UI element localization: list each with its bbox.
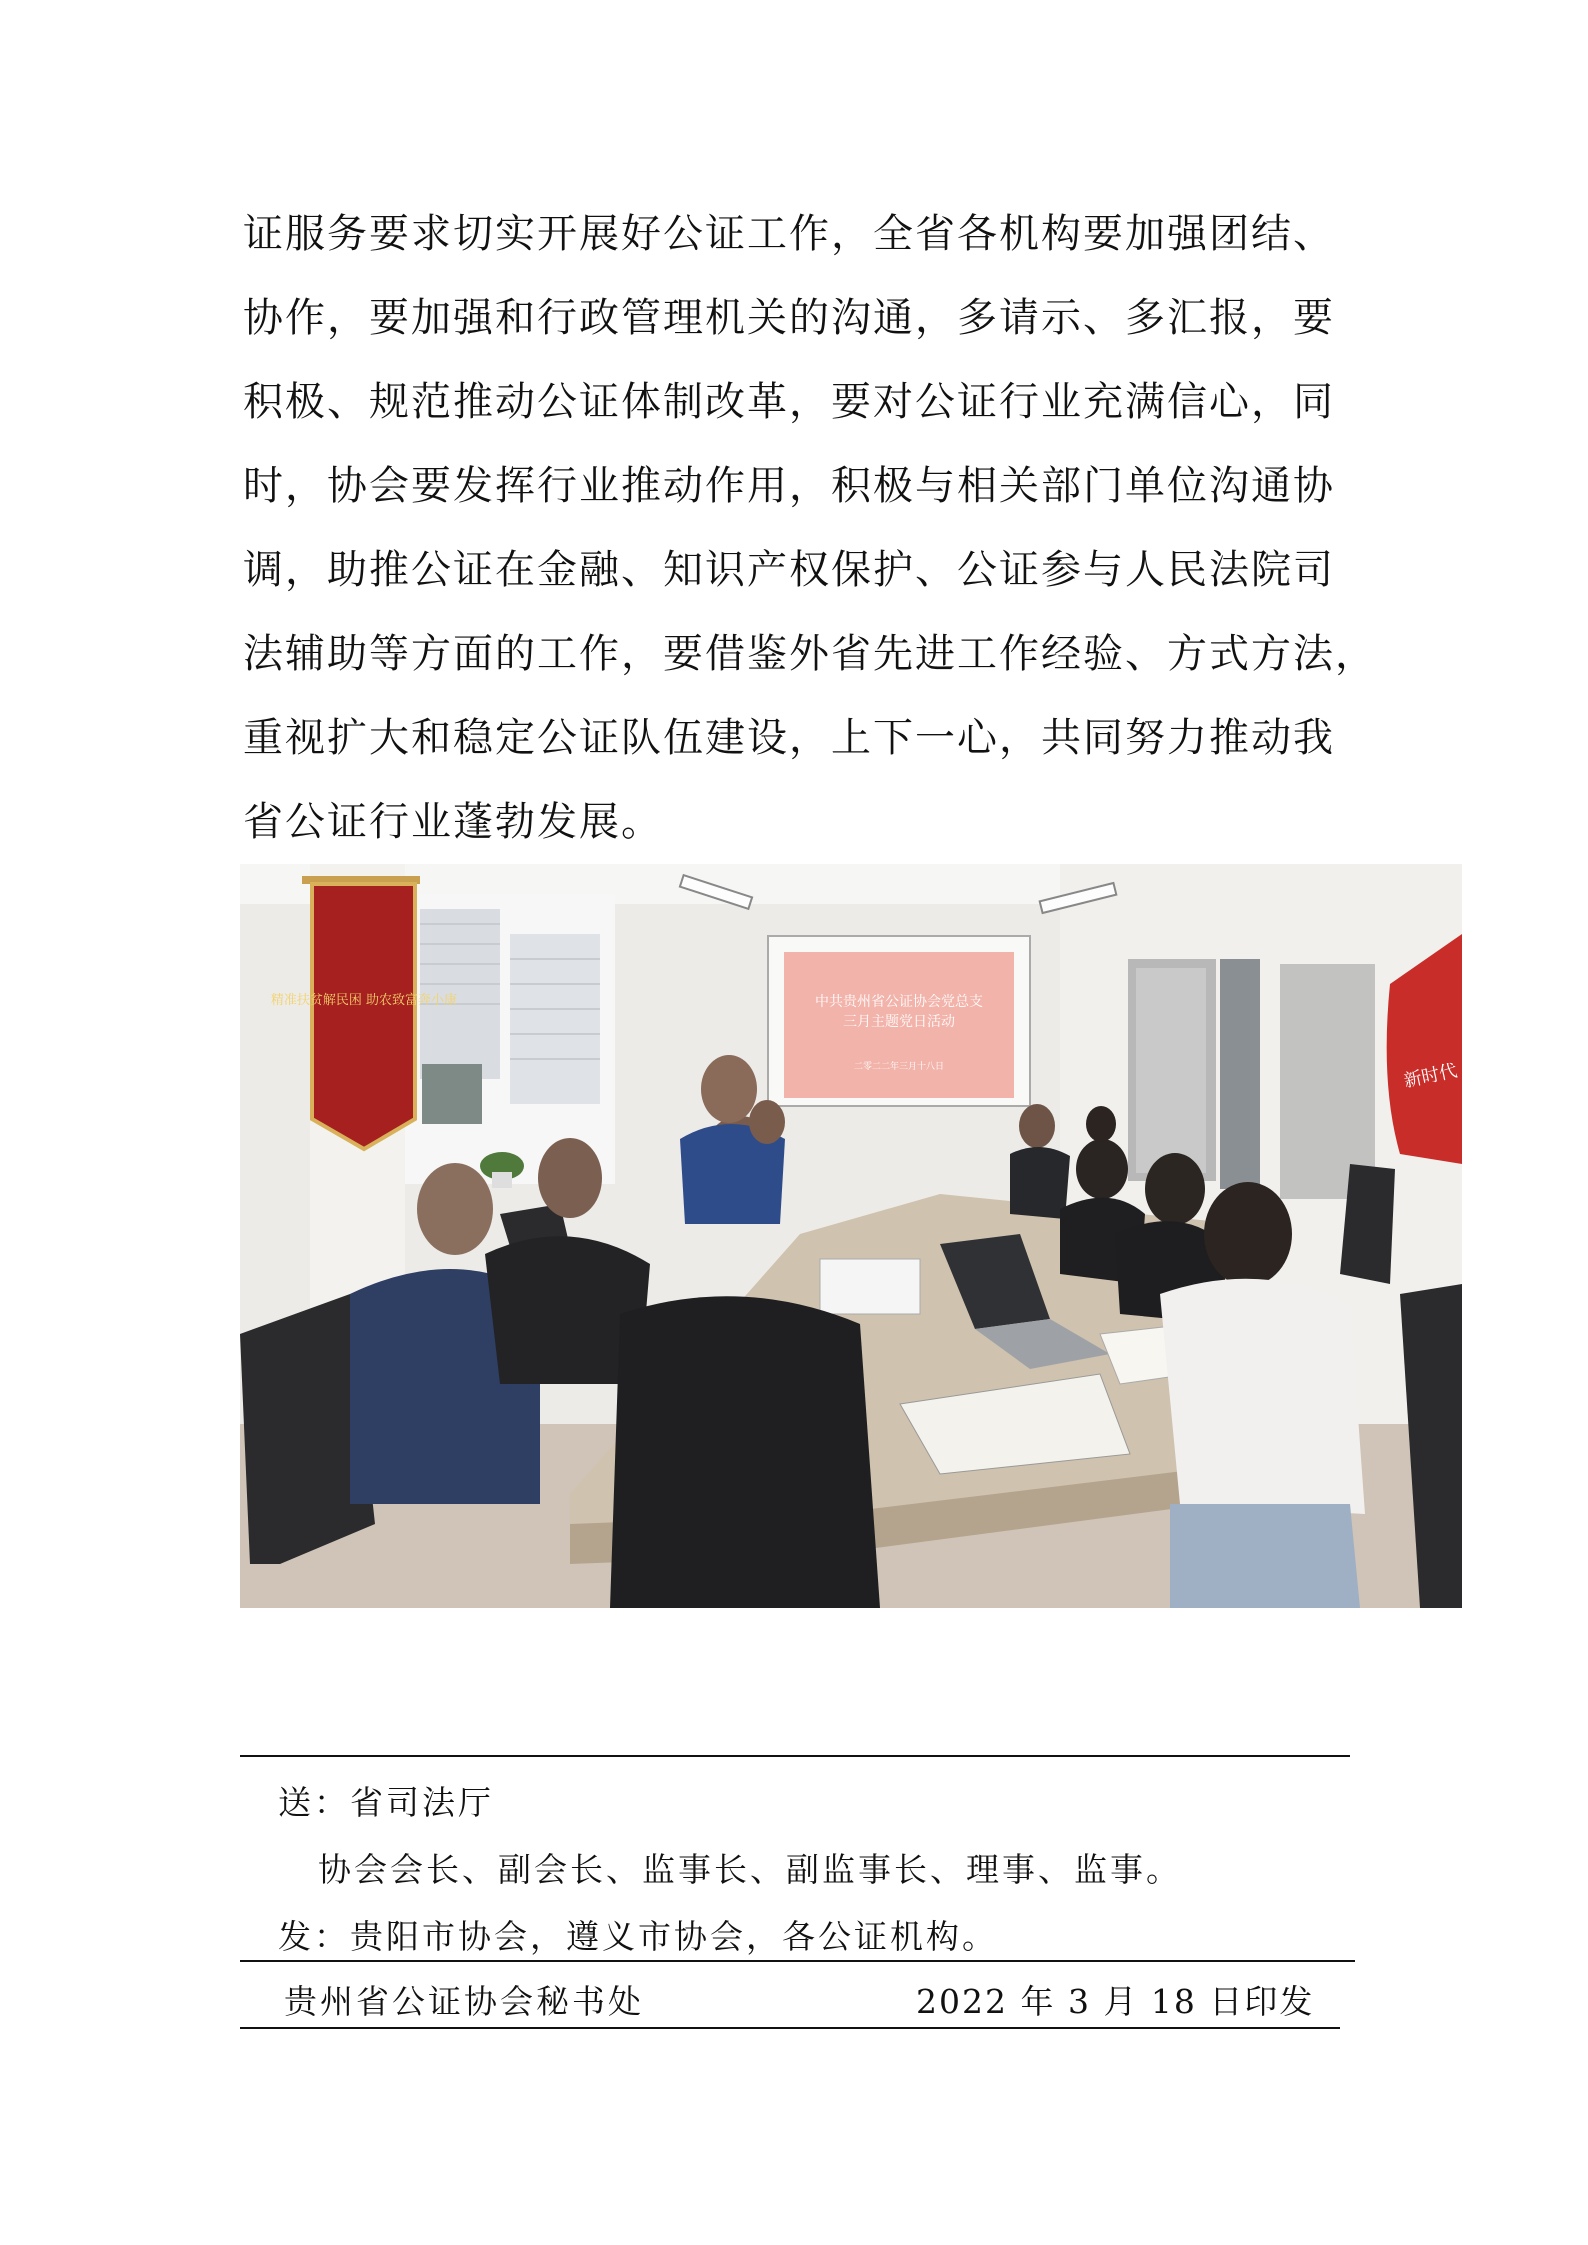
body-line: 积极、规范推动公证体制改革，要对公证行业充满信心，同 (243, 379, 1335, 425)
footer-bottom-rule (240, 2027, 1340, 2029)
screen-title-line2: 三月主题党日活动 (843, 1014, 955, 1030)
distribute-line: 发：贵阳市协会，遵义市协会，各公证机构。 (278, 1917, 998, 1956)
body-line: 法辅助等方面的工作，要借鉴外省先进工作经验、方式方法， (243, 631, 1377, 677)
send-to-line: 送：省司法厅 (278, 1783, 494, 1822)
body-line: 证服务要求切实开展好公证工作，全省各机构要加强团结、 (243, 211, 1335, 257)
issuer-line: 贵州省公证协会秘书处 (284, 1982, 644, 2021)
banner-text: 精准扶贫解民困 助农致富奔小康 (270, 993, 458, 1008)
screen-date: 二零二二年三月十八日 (853, 1062, 945, 1072)
body-paragraph (243, 192, 1377, 864)
footer-top-rule (240, 1755, 1350, 1757)
body-line: 省公证行业蓬勃发展。 (243, 799, 663, 845)
body-line: 重视扩大和稳定公证队伍建设，上下一心，共同努力推动我 (243, 715, 1335, 761)
cc-line: 协会会长、副会长、监事长、副监事长、理事、监事。 (318, 1850, 1182, 1889)
footer-middle-rule (240, 1960, 1355, 1962)
body-line: 调，助推公证在金融、知识产权保护、公证参与人民法院司 (243, 547, 1335, 593)
issue-date: 2022 年 3 月 18 日印发 (916, 1982, 1315, 2021)
wall-slogan: 新时代 新征程 (1402, 1047, 1518, 1093)
body-line: 时，协会要发挥行业推动作用，积极与相关部门单位沟通协 (243, 463, 1335, 509)
screen-title-line1: 中共贵州省公证协会党总支 (815, 994, 983, 1010)
meeting-photo (240, 864, 1518, 1608)
body-line: 协作，要加强和行政管理机关的沟通，多请示、多汇报，要 (243, 295, 1335, 341)
